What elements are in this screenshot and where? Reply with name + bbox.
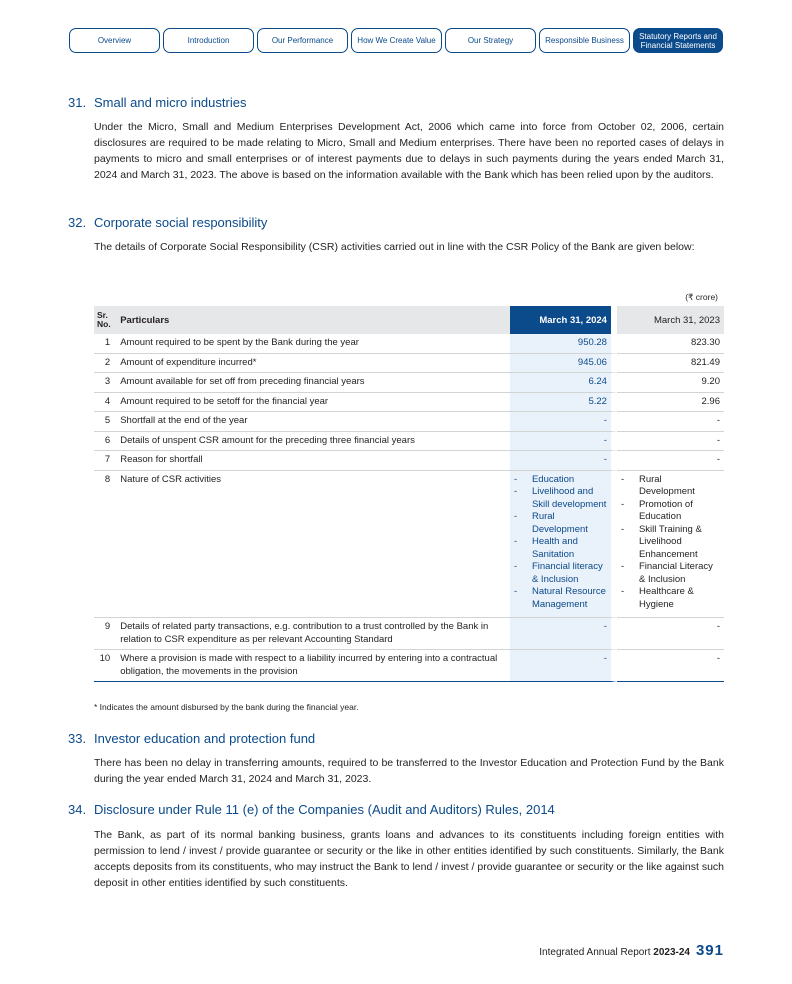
row-number: 7 — [94, 451, 116, 471]
row-number: 1 — [94, 334, 116, 354]
section-34-title: Disclosure under Rule 11 (e) of the Companies (Audit and Auditors) Rules, 2014 — [94, 802, 555, 817]
row-value-2024: - — [510, 618, 617, 650]
table-row — [94, 412, 724, 432]
row-particular: Details of unspent CSR amount for the preceding three financial years — [116, 432, 510, 452]
row-particular: Amount available for set off from preceding financial years — [116, 373, 510, 393]
section-32-number: 32. — [68, 215, 87, 230]
row-value-2023: - — [617, 618, 724, 650]
row-number: 3 — [94, 373, 116, 393]
table-row — [94, 393, 724, 413]
row-value-2024: - — [510, 451, 617, 471]
row-value-2023: - — [617, 451, 724, 471]
row-number: 10 — [94, 650, 116, 682]
row-particular: Shortfall at the end of the year — [116, 412, 510, 432]
section-33-number: 33. — [68, 731, 87, 746]
list-item: - Financial Literacy & Inclusion — [621, 561, 720, 586]
row-particular: Reason for shortfall — [116, 451, 510, 471]
row-particular: Amount required to be spent by the Bank during the year — [116, 334, 510, 354]
list-item: - Skill Training & Livelihood Enhancement — [621, 524, 720, 562]
row-value-2023: - — [617, 432, 724, 452]
table-row — [94, 451, 724, 471]
section-31-title: Small and micro industries — [94, 95, 247, 110]
footer-report-year: 2023-24 — [653, 947, 690, 958]
list-item: - Education — [514, 474, 607, 487]
section-33-heading — [68, 731, 315, 746]
row-number: 6 — [94, 432, 116, 452]
top-navigation — [69, 28, 725, 53]
row-particular: Where a provision is made with respect to a liability incurred by entering into a contractual obligation, the movements in the provision — [116, 650, 510, 682]
csr-table — [94, 306, 724, 682]
row-number: 8 — [94, 471, 116, 619]
header-march-2023: March 31, 2023 — [617, 306, 724, 334]
row-particular: Amount of expenditure incurred* — [116, 354, 510, 374]
row-value-2024: 945.06 — [510, 354, 617, 374]
nav-tab-our-strategy[interactable]: Our Strategy — [445, 28, 536, 53]
table-row — [94, 618, 724, 650]
row-value-2023: 9.20 — [617, 373, 724, 393]
section-33-body: There has been no delay in transferring amounts, required to be transferred to the Investor Education and Protection Fund by the Bank during the year ended March 31, 2024 and March 31, 2023. — [94, 757, 724, 785]
header-particulars: Particulars — [116, 306, 510, 334]
section-32-title: Corporate social responsibility — [94, 215, 268, 230]
row-value-2023: - — [617, 650, 724, 682]
row-number: 4 — [94, 393, 116, 413]
row-value-2024: 950.28 — [510, 334, 617, 354]
row-value-2023: 2.96 — [617, 393, 724, 413]
row-particular: Nature of CSR activities — [116, 471, 510, 619]
table-row — [94, 373, 724, 393]
currency-unit: (₹ crore) — [685, 292, 718, 302]
nav-tab-how-we-create-value[interactable]: How We Create Value — [351, 28, 442, 53]
footer-report-label — [539, 947, 690, 958]
row-number: 5 — [94, 412, 116, 432]
section-34-heading — [68, 802, 555, 817]
section-31-heading — [68, 95, 246, 110]
row-value-2024: - — [510, 412, 617, 432]
list-item: - Health and Sanitation — [514, 536, 607, 561]
list-item: - Natural Resource Management — [514, 586, 607, 611]
header-march-2024: March 31, 2024 — [510, 306, 617, 334]
row-value-2024: - — [510, 432, 617, 452]
list-item: - Livelihood and Skill development — [514, 486, 607, 511]
section-31-number: 31. — [68, 95, 87, 110]
table-row — [94, 432, 724, 452]
row-particular: Amount required to be setoff for the financial year — [116, 393, 510, 413]
section-32-heading — [68, 215, 267, 230]
nav-tab-our-performance[interactable]: Our Performance — [257, 28, 348, 53]
row-value-2024: - — [510, 650, 617, 682]
list-item: - Healthcare & Hygiene — [621, 586, 720, 611]
section-34-number: 34. — [68, 802, 87, 817]
list-item: - Financial literacy & Inclusion — [514, 561, 607, 586]
section-33-title: Investor education and protection fund — [94, 731, 316, 746]
section-32-body: The details of Corporate Social Responsibility (CSR) activities carried out in line with the CSR Policy of the Bank are given below: — [94, 241, 695, 253]
nav-tab-overview[interactable]: Overview — [69, 28, 160, 53]
row-particular: Details of related party transactions, e.g. contribution to a trust controlled by the Bank in relation to CSR expenditure as per relevant Accounting Standard — [116, 618, 510, 650]
header-sr-no: Sr. No. — [94, 306, 116, 334]
csr-activities-2024 — [510, 471, 617, 619]
table-row — [94, 354, 724, 374]
list-item: - Promotion of Education — [621, 499, 720, 524]
list-item: - Rural Development — [621, 474, 720, 499]
nav-tab-responsible-business[interactable]: Responsible Business — [539, 28, 630, 53]
table-header-row — [94, 306, 724, 334]
csr-activities-2023 — [617, 471, 724, 619]
page-footer — [539, 942, 724, 959]
nav-tab-introduction[interactable]: Introduction — [163, 28, 254, 53]
section-34-body: The Bank, as part of its normal banking business, grants loans and advances to its constituents including foreign entities with permission to lend / invest / provide guarantee or security or the like in other entities identified by such constituents. Similarly, the Bank accepts deposits from its constituents, who may instruct the Bank to lend / invest / provide guarantee or security or the like against such deposit in other entities identified by such constituents. — [94, 829, 724, 889]
list-item: - Rural Development — [514, 511, 607, 536]
row-value-2024: 6.24 — [510, 373, 617, 393]
table-footnote: * Indicates the amount disbursed by the bank during the financial year. — [94, 702, 359, 712]
table-row — [94, 334, 724, 354]
row-value-2023: - — [617, 412, 724, 432]
row-number: 9 — [94, 618, 116, 650]
table-row-csr-activities — [94, 471, 724, 619]
page-number: 391 — [695, 942, 724, 959]
section-31-body: Under the Micro, Small and Medium Enterprises Development Act, 2006 which came into force from October 02, 2006, certain disclosures are required to be made relating to Micro, Small and Medium enterprises. There have been no reported cases of delays in payments to micro and small enterprises or of interest payments due to delays in such payments during the years ended March 31, 2024 and March 31, 2023. The above is based on the information available with the Bank which has been relied upon by the auditors. — [94, 121, 724, 181]
row-value-2023: 823.30 — [617, 334, 724, 354]
row-value-2024: 5.22 — [510, 393, 617, 413]
table-row — [94, 650, 724, 682]
nav-tab-statutory-reports[interactable]: Statutory Reports and Financial Statements — [633, 28, 723, 53]
footer-report-name: Integrated Annual Report — [539, 947, 651, 958]
row-number: 2 — [94, 354, 116, 374]
row-value-2023: 821.49 — [617, 354, 724, 374]
